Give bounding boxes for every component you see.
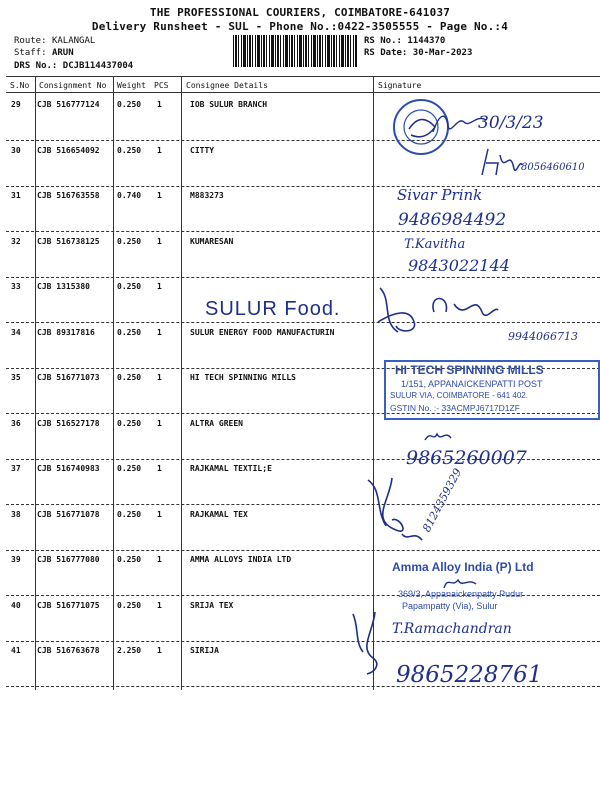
row-weight: 2.250 (117, 646, 142, 655)
col-weight: Weight (117, 81, 146, 90)
staff-label: Staff: (14, 48, 47, 58)
rs-date-label: RS Date: (364, 48, 408, 58)
company-title: THE PROFESSIONAL COURIERS, COIMBATORE-641037 (149, 6, 451, 19)
col-consignment: Consignment No (39, 81, 107, 90)
row-consignment-no: CJB 516771075 (37, 601, 100, 610)
header-bottom-rule (6, 92, 600, 93)
row-weight: 0.250 (117, 282, 142, 291)
row-sno: 36 (11, 419, 21, 428)
row-sno: 34 (11, 328, 21, 337)
row-sno: 37 (11, 464, 21, 473)
row-consignment-no: CJB 1315380 (37, 282, 90, 291)
row-consignee: RAJKAMAL TEX (190, 510, 248, 519)
row-consignee: HI TECH SPINNING MILLS (190, 373, 296, 382)
row-consignment-no: CJB 516771078 (37, 510, 100, 519)
stamp-39-l2: 369/3, Appanaickenpatty Pudur (398, 589, 524, 599)
signature-40-icon (345, 608, 390, 678)
stamp-39-l1: Amma Alloy India (P) Ltd (392, 560, 534, 574)
row-sno: 40 (11, 601, 21, 610)
row-sno: 38 (11, 510, 21, 519)
row-pcs: 1 (157, 373, 162, 382)
row-consignee: M883273 (190, 191, 224, 200)
staff-value: ARUN (51, 48, 74, 58)
row-consignment-no: CJB 516763678 (37, 646, 100, 655)
stamp-39-l3: Papampatty (Via), Sulur (402, 601, 498, 611)
row-pcs: 1 (157, 464, 162, 473)
row-pcs: 1 (157, 601, 162, 610)
row-pcs: 1 (157, 555, 162, 564)
row-sno: 33 (11, 282, 21, 291)
sig-29-date: 30/3/23 (478, 113, 544, 133)
row-sno: 41 (11, 646, 21, 655)
staff-line (14, 47, 74, 59)
row-consignee: RAJKAMAL TEXTIL;E (190, 464, 272, 473)
row-pcs: 1 (157, 191, 162, 200)
row-weight: 0.250 (117, 146, 142, 155)
sig-40-name: T.Ramachandran (392, 621, 512, 637)
row-pcs: 1 (157, 100, 162, 109)
row-pcs: 1 (157, 646, 162, 655)
col-divider-4 (373, 76, 374, 690)
row-consignee: IOB SULUR BRANCH (190, 100, 268, 109)
row-consignment-no: CJB 516738125 (37, 237, 100, 246)
signature-34-icon (370, 282, 500, 338)
col-divider-1 (35, 76, 36, 690)
row-weight: 0.250 (117, 237, 142, 246)
barcode (233, 35, 357, 67)
row-separator (6, 641, 600, 642)
row-separator (6, 231, 600, 232)
row-pcs: 1 (157, 510, 162, 519)
row-weight: 0.250 (117, 601, 142, 610)
row-consignee: ALTRA GREEN (190, 419, 243, 428)
sig-30-phone: 8056460610 (521, 162, 585, 173)
row-consignee: SULUR ENERGY FOOD MANUFACTURIN (190, 328, 335, 337)
row-consignment-no: CJB 516740983 (37, 464, 100, 473)
row-pcs: 1 (157, 328, 162, 337)
col-sno: S.No (10, 81, 30, 90)
row-consignment-no: CJB 516777124 (37, 100, 100, 109)
row-separator (6, 277, 600, 278)
row-pcs: 1 (157, 146, 162, 155)
col-pcs: PCS (154, 81, 169, 90)
row-weight: 0.250 (117, 419, 142, 428)
runsheet-title: Delivery Runsheet - SUL - Phone No.:0422-3505555 - Page No.:4 (91, 20, 509, 33)
sig-41-phone: 9865228761 (396, 662, 543, 688)
sig-36-phone: 9865260007 (406, 447, 527, 469)
sig-34-phone: 9944066713 (508, 330, 578, 343)
row-consignment-no: CJB 516654092 (37, 146, 100, 155)
row-sno: 29 (11, 100, 21, 109)
row-separator (6, 504, 600, 505)
row-consignee: SRIJA TEX (190, 601, 234, 610)
stamp-35-l1: HI TECH SPINNING MILLS (395, 363, 544, 377)
col-consignee: Consignee Details (186, 81, 268, 90)
row-weight: 0.740 (117, 191, 142, 200)
row-consignment-no: CJB 516777080 (37, 555, 100, 564)
header-top-rule (6, 76, 600, 77)
row-weight: 0.250 (117, 100, 142, 109)
rs-no-value: 1144370 (407, 36, 446, 46)
row-consignment-no: CJB 516771073 (37, 373, 100, 382)
col-divider-3 (181, 76, 182, 690)
row-separator (6, 186, 600, 187)
row-sno: 31 (11, 191, 21, 200)
route-line (14, 35, 95, 47)
row-consignment-no: CJB 516527178 (37, 419, 100, 428)
row-sno: 35 (11, 373, 21, 382)
row-pcs: 1 (157, 237, 162, 246)
signature-36-icon (423, 428, 453, 444)
row-consignment-no: CJB 89317816 (37, 328, 95, 337)
col-divider-2 (113, 76, 114, 690)
col-signature: Signature (378, 81, 422, 90)
sig-31-phone: 9486984492 (398, 210, 507, 230)
row-sno: 30 (11, 146, 21, 155)
rs-date-line (364, 47, 472, 59)
row-weight: 0.250 (117, 510, 142, 519)
row-consignee: CITTY (190, 146, 215, 155)
sig-33-text: SULUR Food. (205, 298, 341, 320)
row-sno: 32 (11, 237, 21, 246)
row-weight: 0.250 (117, 464, 142, 473)
route-label: Route: (14, 36, 47, 46)
sig-31-name: Sivar Prink (397, 186, 483, 204)
row-consignee: SIRIJA (190, 646, 219, 655)
row-separator (6, 140, 600, 141)
row-weight: 0.250 (117, 373, 142, 382)
row-weight: 0.250 (117, 328, 142, 337)
route-value: KALANGAL (51, 36, 96, 46)
sig-37-phone: 8124359329 (420, 466, 465, 535)
row-separator (6, 550, 600, 551)
row-sno: 39 (11, 555, 21, 564)
drs-label: DRS No.: (14, 61, 58, 71)
rs-date-value: 30-Mar-2023 (412, 48, 473, 58)
sig-32-name: T.Kavitha (404, 237, 466, 252)
signature-37-icon (362, 470, 432, 550)
drs-line (14, 60, 133, 72)
stamp-35-l4: GSTIN No. :- 33ACMPJ6717D1ZF (390, 403, 520, 413)
drs-value: DCJB114437004 (62, 61, 134, 71)
row-separator (6, 322, 600, 323)
stamp-35-l3: SULUR VIA, COIMBATORE - 641 402. (390, 391, 528, 400)
row-pcs: 1 (157, 419, 162, 428)
row-consignment-no: CJB 516763558 (37, 191, 100, 200)
rs-no-label: RS No.: (364, 36, 402, 46)
signature-30-icon (478, 145, 523, 179)
row-consignee: AMMA ALLOYS INDIA LTD (190, 555, 292, 564)
row-weight: 0.250 (117, 555, 142, 564)
stamp-35-l2: 1/151, APPANAICKENPATTI POST (401, 379, 543, 389)
sig-32-phone: 9843022144 (408, 256, 510, 275)
row-pcs: 1 (157, 282, 162, 291)
rs-no-line (364, 35, 445, 47)
row-consignee: KUMARESAN (190, 237, 234, 246)
